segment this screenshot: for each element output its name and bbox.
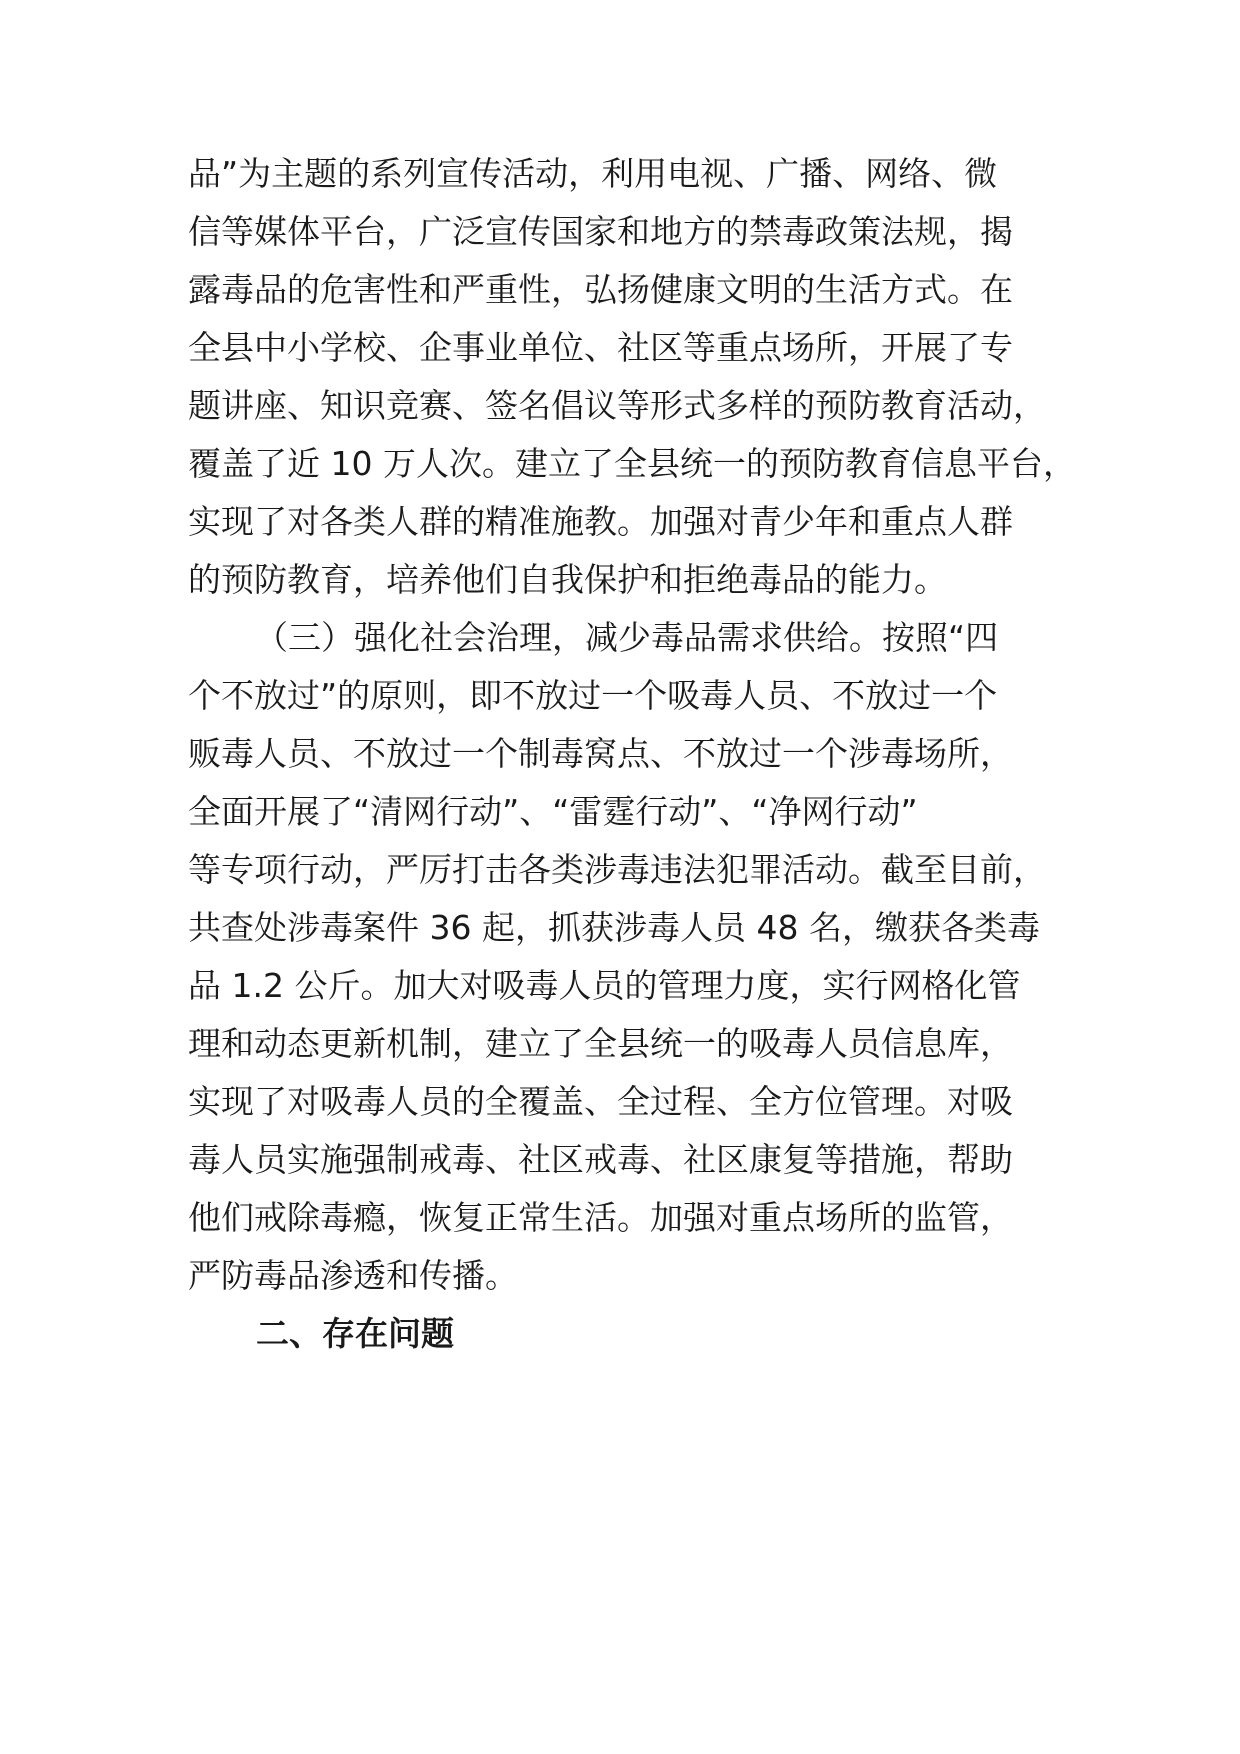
paragraph-line: 共查处涉毒案件 36 起，抓获涉毒人员 48 名，缴获各类毒 (188, 908, 1040, 947)
paragraph-line: 露毒品的危害性和严重性，弘扬健康文明的生活方式。在 (188, 270, 1013, 309)
paragraph-line: 实现了对各类人群的精准施教。加强对青少年和重点人群 (188, 502, 1013, 541)
paragraph-line: 实现了对吸毒人员的全覆盖、全过程、全方位管理。对吸 (188, 1082, 1013, 1121)
paragraph-line: 全面开展了“清网行动”、“雷霆行动”、“净网行动” (188, 792, 918, 831)
paragraph-line: 个不放过”的原则，即不放过一个吸毒人员、不放过一个 (188, 676, 998, 715)
paragraph-line: 信等媒体平台，广泛宣传国家和地方的禁毒政策法规，揭 (188, 212, 1013, 251)
paragraph-line: 他们戒除毒瘾，恢复正常生活。加强对重点场所的监管， (188, 1198, 1013, 1237)
paragraph-line: 覆盖了近 10 万人次。建立了全县统一的预防教育信息平台， (188, 444, 1076, 483)
paragraph-line: 的预防教育，培养他们自我保护和拒绝毒品的能力。 (188, 560, 947, 599)
paragraph-line: 理和动态更新机制，建立了全县统一的吸毒人员信息库， (188, 1024, 1013, 1063)
paragraph-line: 题讲座、知识竞赛、签名倡议等形式多样的预防教育活动， (188, 386, 1046, 425)
paragraph-line: 毒人员实施强制戒毒、社区戒毒、社区康复等措施，帮助 (188, 1140, 1013, 1179)
paragraph-line: 品 1.2 公斤。加大对吸毒人员的管理力度，实行网格化管 (188, 966, 1021, 1005)
section-heading: 二、存在问题 (256, 1314, 454, 1353)
paragraph-line: 严防毒品渗透和传播。 (188, 1256, 518, 1295)
paragraph-line: （三）强化社会治理，减少毒品需求供给。按照“四 (255, 618, 999, 657)
paragraph-line: 等专项行动，严厉打击各类涉毒违法犯罪活动。截至目前， (188, 850, 1046, 889)
paragraph-line: 贩毒人员、不放过一个制毒窝点、不放过一个涉毒场所， (188, 734, 1013, 773)
paragraph-line: 品”为主题的系列宣传活动，利用电视、广播、网络、微 (188, 154, 998, 193)
paragraph-line: 全县中小学校、企事业单位、社区等重点场所，开展了专 (188, 328, 1013, 367)
